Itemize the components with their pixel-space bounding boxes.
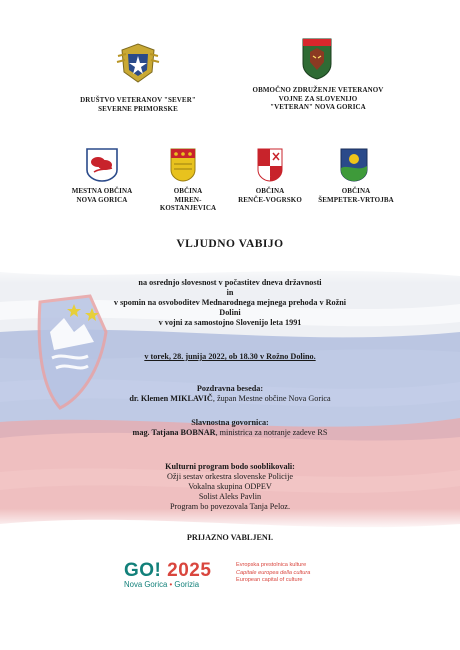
go2025-city-b: Gorizia bbox=[174, 580, 200, 589]
municipality-nova-gorica-line-2: NOVA GORICA bbox=[76, 195, 128, 204]
org-sever-line-1: DRUŠTVO VETERANOV "SEVER" bbox=[80, 96, 196, 104]
program-item: Solist Aleks Pavlin bbox=[198, 492, 262, 501]
invitation-intro bbox=[60, 278, 400, 328]
go2025-tagline: Evropska prestolnica kulture bbox=[236, 562, 307, 568]
municipality-sempeter-line-2: ŠEMPETER-VRTOJBA bbox=[318, 195, 394, 204]
intro-line-1: na osrednjo slovesnost v počastitev dneva državnosti bbox=[138, 278, 322, 287]
go2025-logo bbox=[124, 560, 211, 589]
municipality-miren-line-3: KOSTANJEVICA bbox=[159, 204, 217, 212]
sever-veterans-crest-icon bbox=[116, 42, 160, 86]
municipality-miren-line-1: OBČINA bbox=[173, 187, 203, 195]
invitation-title: VLJUDNO VABIJO bbox=[176, 238, 284, 250]
municipality-miren-kostanjevica bbox=[148, 187, 228, 213]
speaker-heading: Slavnostna govornica: bbox=[191, 418, 269, 427]
intro-line-3: v spomin na osvoboditev Mednarodnega mejnega prehoda v Rožni bbox=[113, 298, 347, 307]
program-section bbox=[60, 462, 400, 512]
welcome-name: dr. Klemen MIKLAVIČ bbox=[129, 394, 213, 403]
org-veteran-line-1: OBMOČNO ZDRUŽENJE VETERANOV bbox=[252, 86, 384, 94]
program-item: Ožji sestav orkestra slovenske Policije bbox=[167, 472, 293, 481]
municipality-rence-line-1: OBČINA bbox=[255, 187, 285, 195]
org-sever bbox=[60, 96, 216, 113]
org-veteran-line-3: "VETERAN" NOVA GORICA bbox=[270, 103, 366, 111]
sempeter-vrtojba-coat-of-arms-icon bbox=[340, 148, 368, 182]
municipality-miren-line-2: MIREN- bbox=[174, 195, 202, 204]
municipality-nova-gorica-line-1: MESTNA OBČINA bbox=[71, 187, 133, 195]
go2025-cities bbox=[124, 580, 211, 589]
program-item: Program bo povezovala Tanja Peloz. bbox=[169, 502, 290, 511]
program-heading: Kulturni program bodo sooblikovali: bbox=[165, 462, 295, 471]
welcome-role: , župan Mestne občine Nova Gorica bbox=[212, 394, 331, 403]
speaker-line bbox=[60, 428, 400, 438]
welcome-section bbox=[60, 384, 400, 404]
go2025-taglines bbox=[236, 562, 310, 585]
miren-kostanjevica-coat-of-arms-icon bbox=[170, 148, 196, 182]
go2025-year: 2025 bbox=[167, 560, 212, 581]
intro-line-5: v vojni za samostojno Slovenijo leta 1991 bbox=[158, 318, 302, 327]
municipality-sempeter-line-1: OBČINA bbox=[341, 187, 371, 195]
event-date-line: v torek, 28. junija 2022, ob 18.30 v Rožno Dolino. bbox=[144, 352, 316, 361]
nova-gorica-coat-of-arms-icon bbox=[86, 148, 118, 182]
org-veteran-line-2: VOJNE ZA SLOVENIJO bbox=[278, 94, 358, 103]
org-veteran bbox=[236, 86, 400, 112]
closing-line: PRIJAZNO VABLJENI. bbox=[186, 533, 274, 542]
municipality-rence-vogrsko bbox=[226, 187, 314, 204]
welcome-heading: Pozdravna beseda: bbox=[196, 384, 264, 393]
go2025-tagline: European capital of culture bbox=[236, 577, 303, 583]
org-sever-line-2: SEVERNE PRIMORSKE bbox=[98, 104, 178, 113]
go2025-separator: • bbox=[169, 580, 173, 589]
municipality-sempeter-vrtojba bbox=[312, 187, 400, 204]
intro-line-4: Dolini bbox=[219, 308, 241, 317]
intro-line-2: in bbox=[226, 288, 234, 297]
veteran-shield-icon bbox=[302, 38, 332, 80]
program-item: Vokalna skupina ODPEV bbox=[188, 482, 272, 491]
municipality-rence-line-2: RENČE-VOGRSKO bbox=[238, 195, 302, 204]
go2025-wordmark bbox=[124, 560, 211, 582]
municipality-nova-gorica bbox=[60, 187, 144, 204]
go2025-tagline: Capitale europea della cultura bbox=[236, 569, 311, 576]
go2025-city-a: Nova Gorica bbox=[124, 580, 168, 589]
speaker-role: , ministrica za notranje zadeve RS bbox=[215, 428, 328, 437]
rence-vogrsko-coat-of-arms-icon bbox=[257, 148, 283, 182]
go2025-go: GO! bbox=[124, 560, 162, 581]
welcome-line bbox=[60, 394, 400, 404]
speaker-name: mag. Tatjana BOBNAR bbox=[132, 428, 216, 437]
speaker-section bbox=[60, 418, 400, 438]
